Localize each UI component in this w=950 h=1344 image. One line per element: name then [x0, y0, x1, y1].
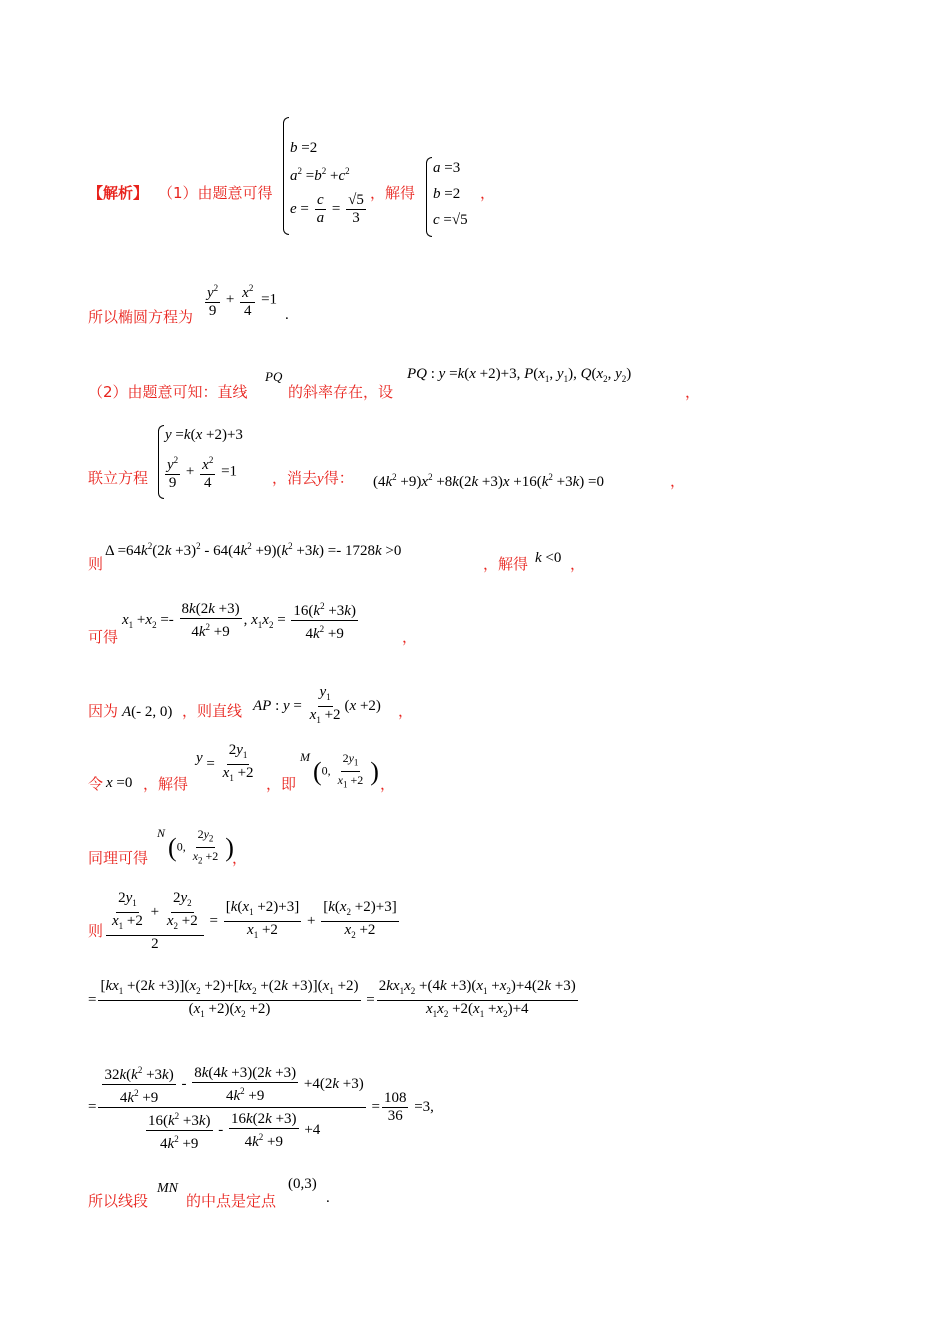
sol-b: b =2 [433, 186, 461, 202]
point-n: N (0, $\frac{2y_2}{x_2 +2}$ ) [157, 826, 234, 866]
solution-label: 【解析】 [88, 184, 149, 202]
line-ap-equation: AP : y = $\frac{y_1}{x_1 +2}$ (x +2) [253, 684, 381, 725]
vieta-prefix: 可得 [88, 628, 119, 646]
mn-label: MN [157, 1181, 178, 1196]
solve-y-text: ，解得 [143, 775, 189, 793]
final-prefix: 所以线段 [88, 1192, 149, 1210]
then-label: 则 [88, 555, 104, 573]
ellipse-equation: $\frac{y^2}{9}$ + $\frac{x^2}{4}$ =1 [203, 280, 277, 320]
solve-text: ，解得 [370, 184, 416, 202]
because-label: 因为 [88, 702, 119, 720]
x-zero: x =0 [106, 775, 133, 791]
comma4: ， [570, 555, 586, 573]
similarly-label: 同理可得 [88, 849, 149, 867]
given-e: e = $\frac{c}{a}$ = $\frac{√5}{3}$ [290, 192, 364, 226]
pq-label: PQ [265, 369, 283, 384]
then-label-2: 则 [88, 922, 104, 940]
period: . [285, 307, 289, 323]
combine-line: y =k(x +2)+3 [165, 427, 243, 443]
eliminate-text: ，消去y得： [272, 469, 354, 487]
final-mid: 的中点是定点 [186, 1192, 277, 1210]
line-ap-text: ，则直线 [182, 702, 243, 720]
vieta-formulas: $x_1 +x_2$ =- $\frac{8k(2k +3)}{4k^2 +9}$ , $x_1x_2$ = $\frac{16(k^2 +3k)}{4k^2 +9}$ [122, 598, 360, 643]
ellipse-prefix: 所以椭圆方程为 [88, 308, 194, 326]
comma5: ， [402, 628, 418, 646]
part2-intro: （2）由题意可知：直线 [88, 383, 248, 401]
midpoint-expression-1: $\frac{2y_1}{x_1 +2}$ + $\frac{2y_2}{x_2 +2}$ 2 = $\frac{[k(x_1 +2)+3]}{x_1 +2}$ + $\frac{[k(x_2 +2)+3]}{x_2 +2}$ [104, 890, 401, 953]
comma2: ， [685, 383, 701, 401]
quadratic-equation: $(4k^2 +9)x^2 +8k(2k +3)x +16(k^2 +3k) =0$ [373, 472, 605, 490]
sol-c: c =√5 [433, 212, 468, 228]
comma3: ， [670, 472, 686, 490]
delta-expression: $\Delta =64k^2(2k +3)^2 - 64(4k^2 +9)(k^2 +3k) =- 1728k >0$ [105, 541, 402, 559]
comma: ， [480, 184, 496, 202]
final-period: . [326, 1190, 330, 1206]
given-b: b =2 [290, 140, 318, 156]
midpoint-expression-2: = $\frac{[kx_1 +(2k +3)](x_2 +2)+[kx_2 +(2k +3)](x_1 +2)}{(x_1 +2)(x_2 +2)}$ = $\frac{2kx_1x_2 +(4k +3)(x_1 +x_2)+4(2k +3)}{x_1x_2 +2(x_1 +x_2)+4}$ [88, 978, 576, 1019]
combine-label: 联立方程 [88, 469, 149, 487]
combine-ellipse: $\frac{y^2}{9}$ + $\frac{x^2}{4}$ =1 [163, 452, 237, 492]
k-condition: k <0 [535, 550, 562, 566]
comma6: ， [398, 702, 414, 720]
point-m: M (0, $\frac{2y_1}{x_1 +2}$ ) [300, 750, 379, 790]
slope-text: 的斜率存在，设 [288, 383, 394, 401]
part1-intro: （1）由题意可得 [158, 184, 273, 202]
solve-k-text: ，解得 [483, 555, 529, 573]
comma7: ， [380, 775, 396, 793]
fixed-point: (0,3) [288, 1176, 317, 1192]
given-a2: $a^2 =b^2 +c^2$ [290, 166, 350, 184]
midpoint-expression-3: = $\frac{32k(k^2 +3k)}{4k^2 +9}$ - $\frac{8k(4k +3)(2k +3)}{4k^2 +9}$ +4(2k +3) $\frac{16(k^2 +3k)}{4k^2 +9}$ - $\frac{16k(2k +3)}{4k^2 +9}$ +4 = $\frac{108}{36}$ =3, [88, 1062, 434, 1153]
line-pq-equation: PQ : y =k(x +2)+3, $P(x_1$, $y_1$), $Q(x_2$, $y_2$) [407, 366, 632, 384]
comma8: ， [232, 849, 248, 867]
let-label: 令 [88, 775, 104, 793]
y-value: y = $\frac{2y_1}{x_1 +2}$ [196, 742, 254, 783]
namely-text: ，即 [266, 775, 297, 793]
sol-a: a =3 [433, 160, 461, 176]
point-a: A(- 2, 0) [122, 704, 173, 720]
